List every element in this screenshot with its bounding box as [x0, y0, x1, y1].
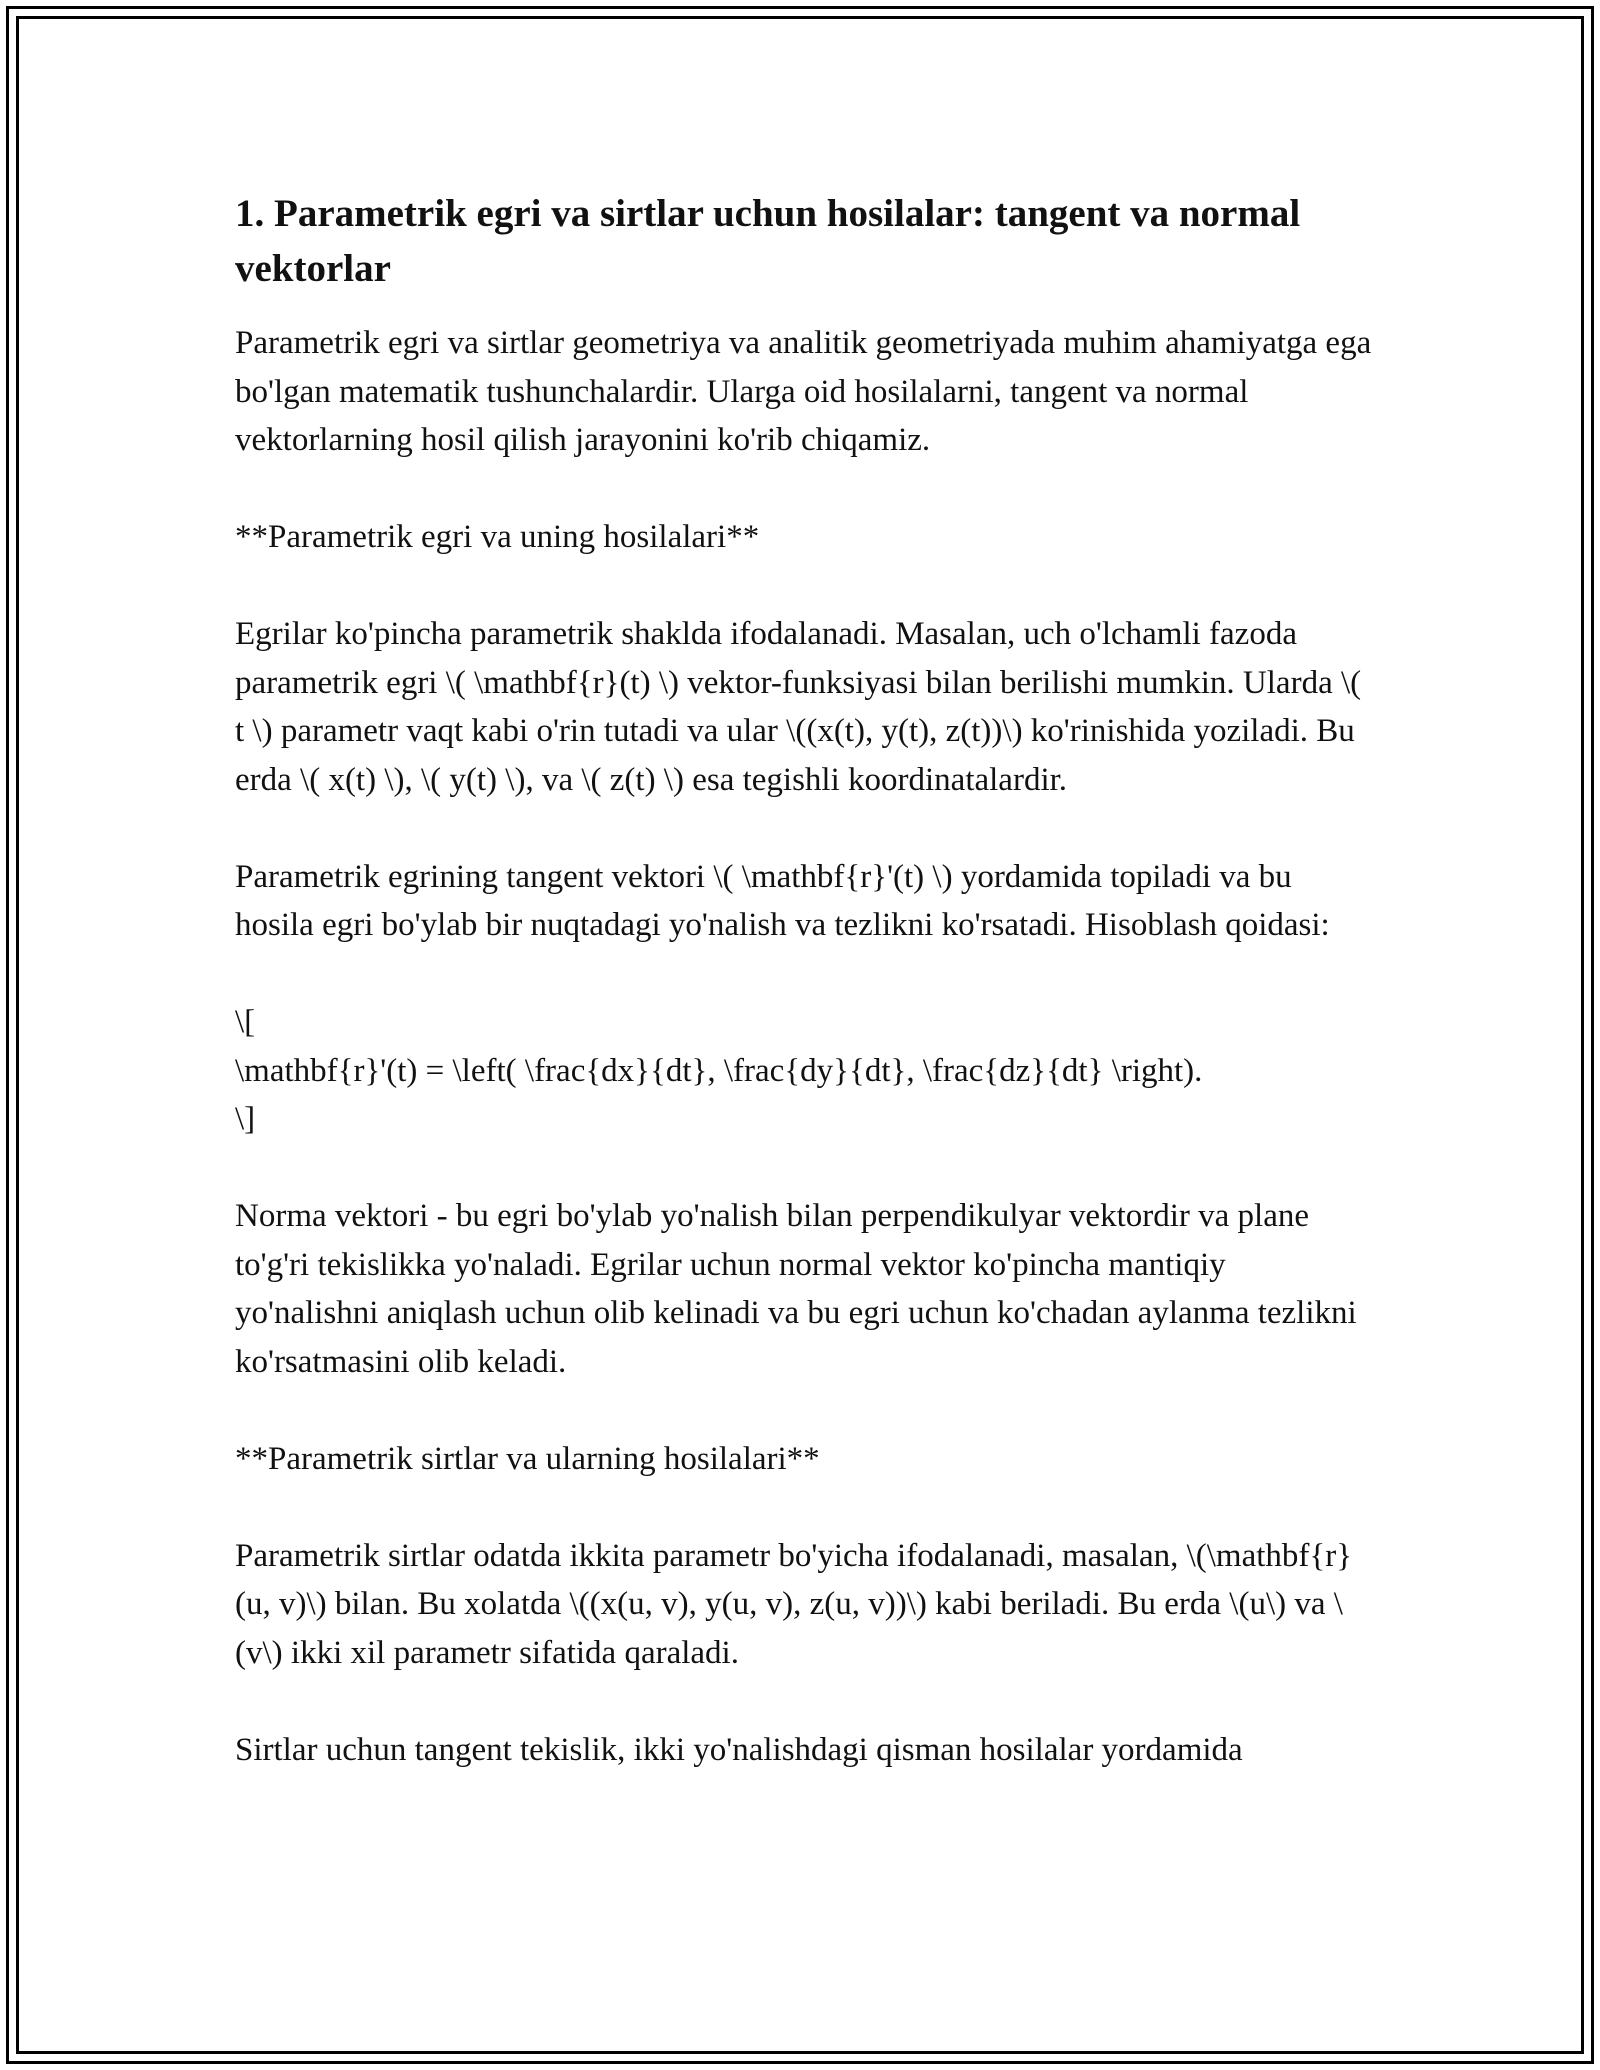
formula-tangent: \[ \mathbf{r}'(t) = \left( \frac{dx}{dt}, \frac{dy}{dt}, \frac{dz}{dt} \right). \] — [235, 1004, 1203, 1137]
document-body — [235, 186, 1375, 1823]
subheading-surfaces: **Parametrik sirtlar va ularning hosilalari** — [235, 1440, 820, 1477]
paragraph-normal-vector: Norma vektori - bu egri bo'ylab yo'nalish bilan perpendikulyar vektordir va plane to'g'ri tekislikka yo'naladi. Egrilar uchun normal vektor ko'pincha mantiqiy yo'nalishni aniqlash uchun olib kelinadi va bu egri uchun ko'chadan aylanma tezlikni ko'rsatmasini olib keladi. — [235, 1198, 1357, 1380]
subheading-curves: **Parametrik egri va uning hosilalari** — [235, 519, 760, 555]
paragraph-surface-definition: Parametrik sirtlar odatda ikkita parametr bo'yicha ifodalanadi, masalan, \(\mathbf{r}(u, v)\) bilan. Bu xolatda \((x(u, v), y(u, v), z(u, v))\) kabi beriladi. Bu erda \(u\) va \(v\) ikki xil parametr sifatida qaraladi. — [235, 1537, 1353, 1671]
paragraph-tangent-plane: Sirtlar uchun tangent tekislik, ikki yo'nalishdagi qisman hosilalar yordamida — [235, 1731, 1243, 1768]
paragraph-tangent-vector: Parametrik egrining tangent vektori \( \mathbf{r}'(t) \) yordamida topiladi va bu hosila egri bo'ylab bir nuqtadagi yo'nalish va tezlikni ko'rsatadi. Hisoblash qoidasi: — [235, 858, 1330, 943]
paragraph-curve-definition: Egrilar ko'pincha parametrik shaklda ifodalanadi. Masalan, uch o'lchamli fazoda parametrik egri \( \mathbf{r}(t) \) vektor-funksiyasi bilan berilishi mumkin. Ularda \( t \) parametr vaqt kabi o'rin tutadi va ular \((x(t), y(t), z(t))\) ko'rinishida yoziladi. Bu erda \( x(t) \), \( y(t) \), va \( z(t) \) esa tegishli koordinatalardir. — [235, 616, 1362, 798]
section-title: 1. Parametrik egri va sirtlar uchun hosilalar: tangent va normal vektorlar — [235, 192, 1301, 290]
paragraph-intro: Parametrik egri va sirtlar geometriya va analitik geometriyada muhim ahamiyatga ega bo'lgan matematik tushunchalardir. Ularga oid hosilalarni, tangent va normal vektorlarning hosil qilish jarayonini ko'rib chiqamiz. — [235, 325, 1372, 458]
